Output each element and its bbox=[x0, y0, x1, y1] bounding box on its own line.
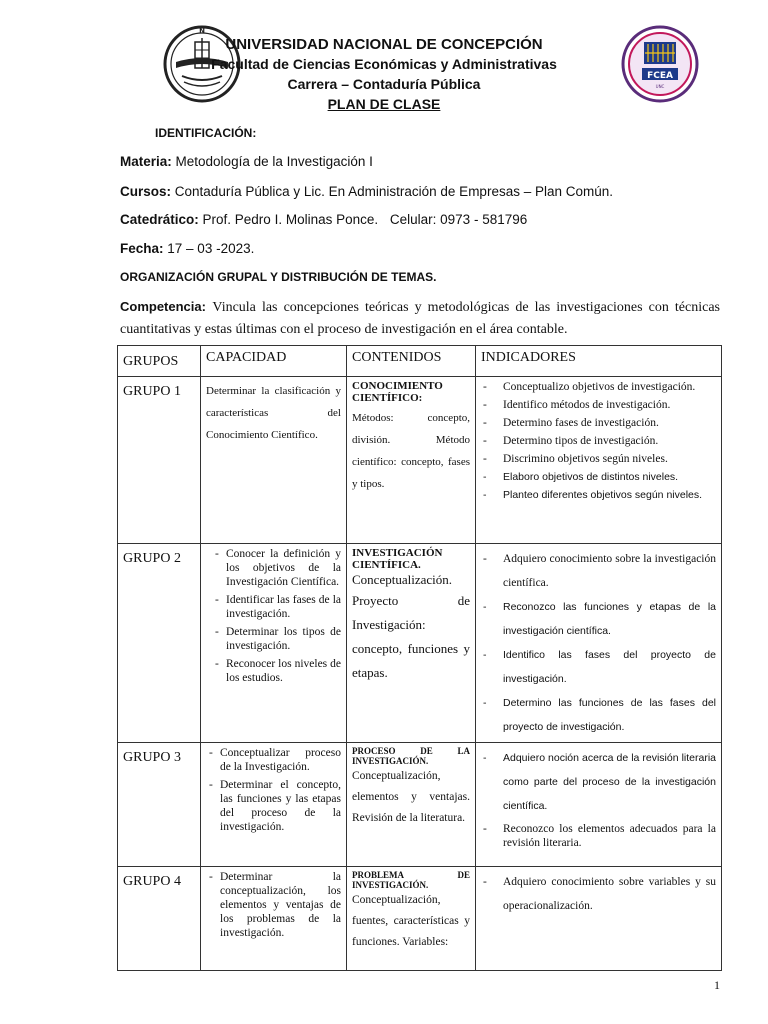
table-row bbox=[118, 544, 722, 743]
contenido-cell bbox=[347, 544, 476, 743]
svg-text:UNC: UNC bbox=[655, 84, 665, 89]
materia-line bbox=[120, 154, 373, 169]
materia-label: Materia: bbox=[120, 154, 172, 169]
identification-heading: IDENTIFICACIÓN: bbox=[155, 126, 257, 140]
header-grupos: GRUPOS bbox=[118, 346, 201, 377]
table-row bbox=[118, 743, 722, 867]
header-capacidad: CAPACIDAD bbox=[201, 346, 347, 377]
header-contenidos: CONTENIDOS bbox=[347, 346, 476, 377]
competencia-text: Vincula las concepciones teóricas y metodológicas de las investigaciones con técnicas cuantitativas y estas últimas con el proceso de investigación en el área contable. bbox=[120, 300, 720, 337]
list-item: - Reconozco los elementos adecuados para la revisión literaria. bbox=[481, 822, 716, 850]
list-item: - Determinar el concepto, las funciones y las etapas del proceso de la investigación. bbox=[206, 778, 341, 834]
list-item: - Adquiero conocimiento sobre la investigación científica. bbox=[481, 547, 716, 595]
list-item: - Determino las funciones de las fases del proyecto de investigación. bbox=[481, 691, 716, 739]
list-item: - Determino fases de investigación. bbox=[481, 416, 716, 430]
contenido-body: Métodos: concepto, división. Método científico: concepto, fases y tipos. bbox=[352, 412, 470, 490]
catedratico-label: Catedrático: bbox=[120, 212, 199, 227]
group-label: GRUPO 1 bbox=[118, 377, 201, 544]
table-row bbox=[118, 377, 722, 544]
capacidad-list bbox=[206, 547, 341, 685]
indicadores-cell bbox=[476, 377, 722, 544]
list-item: - Determinar los tipos de investigación. bbox=[212, 625, 341, 653]
list-item: - Identifico las fases del proyecto de investigación. bbox=[481, 643, 716, 691]
fecha-label: Fecha: bbox=[120, 241, 164, 256]
svg-text:FCEA: FCEA bbox=[647, 71, 673, 81]
contenido-body: Proyecto de Investigación: concepto, funciones y etapas. bbox=[352, 593, 470, 680]
catedratico-line bbox=[120, 212, 527, 227]
contenido-cell bbox=[347, 867, 476, 971]
contenido-title: PROCESO DE LA INVESTIGACIÓN. bbox=[352, 746, 470, 766]
contenido-cell bbox=[347, 743, 476, 867]
list-item: - Adquiero conocimiento sobre variables y su operacionalización. bbox=[481, 870, 716, 918]
contenido-body: Conceptualización, fuentes, características y funciones. Variables: bbox=[352, 894, 470, 948]
indicadores-list bbox=[481, 746, 716, 850]
contenido-title: PROBLEMA DE INVESTIGACIÓN. bbox=[352, 870, 470, 890]
contenido-cell bbox=[347, 377, 476, 544]
list-item: - Determinar la conceptualización, los elementos y ventajas de los problemas de la investigación. bbox=[206, 870, 341, 940]
organizacion-heading: ORGANIZACIÓN GRUPAL Y DISTRIBUCIÓN DE TEMAS. bbox=[120, 270, 437, 284]
contenido-body: Conceptualización, elementos y ventajas. Revisión de la literatura. bbox=[352, 770, 470, 824]
career-name: Carrera – Contaduría Pública bbox=[287, 76, 481, 92]
list-item: - Identificar las fases de la investigación. bbox=[212, 593, 341, 621]
capacidad-cell: Determinar la clasificación y características del Conocimiento Científico. bbox=[201, 377, 347, 544]
cursos-line bbox=[120, 184, 613, 199]
capacidad-list bbox=[206, 746, 341, 834]
list-item: - Conceptualizo objetivos de investigación. bbox=[481, 380, 716, 394]
list-item: - Determino tipos de investigación. bbox=[481, 434, 716, 448]
competencia-label: Competencia: bbox=[120, 299, 206, 314]
contenido-title: INVESTIGACIÓN CIENTÍFICA. bbox=[352, 547, 443, 571]
materia-value: Metodología de la Investigación I bbox=[175, 154, 373, 169]
table-row bbox=[118, 867, 722, 971]
fecha-line bbox=[120, 241, 254, 256]
list-item: - Conocer la definición y los objetivos de la Investigación Científica. bbox=[212, 547, 341, 589]
group-label: GRUPO 3 bbox=[118, 743, 201, 867]
capacidad-cell bbox=[201, 743, 347, 867]
indicadores-list bbox=[481, 380, 716, 502]
competencia-paragraph bbox=[120, 296, 720, 340]
celular-value: Celular: 0973 - 581796 bbox=[389, 212, 528, 227]
list-item: - Adquiero noción acerca de la revisión literaria como parte del proceso de la investigación científica. bbox=[481, 746, 716, 818]
indicadores-cell bbox=[476, 743, 722, 867]
capacidad-cell bbox=[201, 544, 347, 743]
indicadores-list bbox=[481, 870, 716, 918]
list-item: - Conceptualizar proceso de la Investigación. bbox=[206, 746, 341, 774]
header-indicadores: INDICADORES bbox=[476, 346, 722, 377]
list-item: - Identifico métodos de investigación. bbox=[481, 398, 716, 412]
list-item: - Reconocer los niveles de los estudios. bbox=[212, 657, 341, 685]
capacidad-list bbox=[206, 870, 341, 940]
cursos-label: Cursos: bbox=[120, 184, 172, 199]
indicadores-list bbox=[481, 547, 716, 739]
contenido-subtitle: Conceptualización. bbox=[352, 572, 452, 587]
fecha-value: 17 – 03 -2023. bbox=[167, 241, 255, 256]
list-item: - Discrimino objetivos según niveles. bbox=[481, 452, 716, 466]
list-item: - Planteo diferentes objetivos según niveles. bbox=[481, 488, 716, 502]
cursos-value: Contaduría Pública y Lic. En Administración de Empresas – Plan Común. bbox=[174, 184, 614, 199]
list-item: - Reconozco las funciones y etapas de la investigación científica. bbox=[481, 595, 716, 643]
group-label: GRUPO 2 bbox=[118, 544, 201, 743]
svg-text:N: N bbox=[199, 27, 205, 35]
faculty-name: Facultad de Ciencias Económicas y Administrativas bbox=[211, 56, 557, 72]
group-label: GRUPO 4 bbox=[118, 867, 201, 971]
capacidad-cell bbox=[201, 867, 347, 971]
catedratico-value: Prof. Pedro I. Molinas Ponce. bbox=[202, 212, 379, 227]
list-item: - Elaboro objetivos de distintos niveles. bbox=[481, 470, 716, 484]
indicadores-cell bbox=[476, 867, 722, 971]
groups-table bbox=[117, 345, 722, 971]
table-header-row bbox=[118, 346, 722, 377]
page-number: 1 bbox=[714, 978, 720, 992]
university-name: UNIVERSIDAD NACIONAL DE CONCEPCIÓN bbox=[225, 36, 543, 53]
contenido-title: CONOCIMIENTO CIENTÍFICO: bbox=[352, 380, 443, 404]
indicadores-cell bbox=[476, 544, 722, 743]
plan-title: PLAN DE CLASE bbox=[327, 96, 441, 112]
